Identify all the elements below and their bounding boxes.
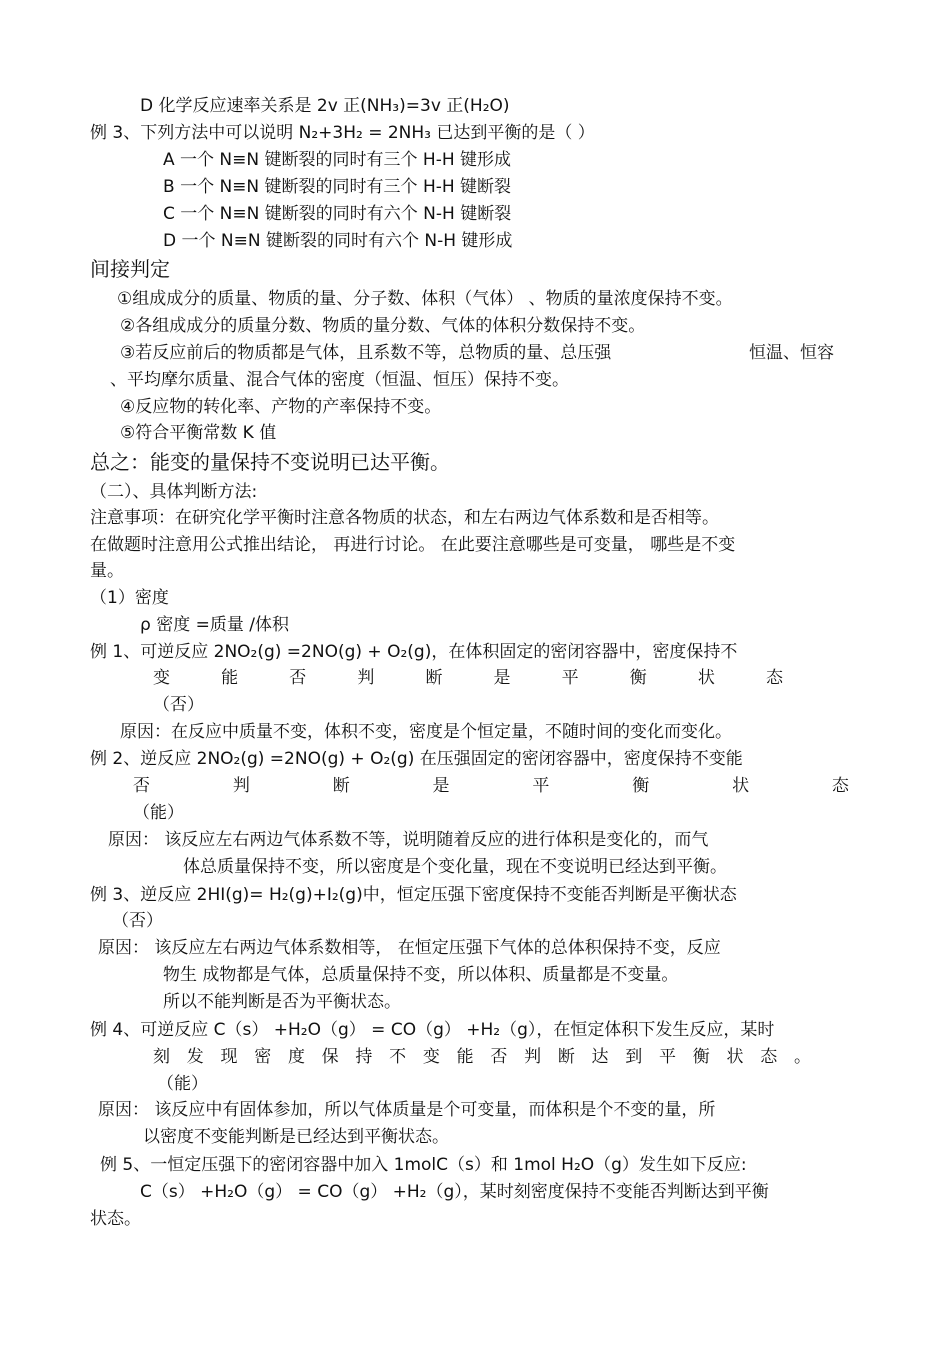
note-line-2-cont: 量。 <box>90 561 124 581</box>
char: 刻 <box>153 1047 170 1067</box>
char: 是 <box>432 776 450 796</box>
example1-question: 例 1、可逆反应 2NO₂(g) =2NO(g) + O₂(g)，在体积固定的密闭容器中，密度保持不 <box>90 642 738 662</box>
example1-question-spread <box>153 667 783 689</box>
char: 密 <box>254 1047 272 1067</box>
char: 保 <box>321 1047 339 1067</box>
char: 平 <box>532 776 550 796</box>
char: 。 <box>793 1047 811 1067</box>
char: 断 <box>425 668 443 688</box>
char: 不 <box>389 1047 407 1067</box>
char: 衡 <box>629 668 647 688</box>
example3b-reason-cont: 物生 成物都是气体，总质量保持不变，所以体积、质量都是不变量。 <box>163 965 679 985</box>
char: 断 <box>332 776 350 796</box>
char: 达 <box>591 1047 609 1067</box>
char: 断 <box>557 1047 575 1067</box>
example5-question: 例 5、一恒定压强下的密闭容器中加入 1molC（s）和 1mol H₂O（g）发生如下反应: <box>100 1155 747 1175</box>
example2-question: 例 2、逆反应 2NO₂(g) =2NO(g) + O₂(g) 在压强固定的密闭容器中，密度保持不变能 <box>90 749 743 769</box>
char: 判 <box>524 1047 542 1067</box>
example5-question-end: 状态。 <box>90 1209 141 1229</box>
example3-question: 例 3、下列方法中可以说明 N₂+3H₂ = 2NH₃ 已达到平衡的是（ ） <box>90 123 595 143</box>
example3-option-c: C 一个 N≡N 键断裂的同时有六个 N-H 键断裂 <box>163 204 512 224</box>
char: 到 <box>625 1047 643 1067</box>
density-formula: ρ 密度 =质量 /体积 <box>140 615 289 635</box>
example4-question-spread <box>153 1046 811 1068</box>
char: 度 <box>287 1047 305 1067</box>
example4-reason: 原因： 该反应中有固体参加，所以气体质量是个可变量，而体积是个不变的量，所 <box>98 1100 716 1120</box>
example3b-reason: 原因： 该反应左右两边气体系数相等， 在恒定压强下气体的总体积保持不变，反应 <box>98 938 721 958</box>
example2-question-spread <box>133 775 849 797</box>
section-heading-methods: （二）、具体判断方法: <box>90 482 258 502</box>
indirect-rule-2: ②各组成成分的质量分数、物质的量分数、气体的体积分数保持不变。 <box>120 316 646 336</box>
example3-option-a: A 一个 N≡N 键断裂的同时有三个 H-H 键形成 <box>163 150 512 170</box>
example3-option-b: B 一个 N≡N 键断裂的同时有三个 H-H 键断裂 <box>163 177 512 197</box>
char: 持 <box>355 1047 373 1067</box>
example1-answer: （否） <box>153 695 204 715</box>
example4-answer: （能） <box>157 1074 208 1094</box>
char: 否 <box>490 1047 508 1067</box>
char: 是 <box>493 668 511 688</box>
char: 能 <box>221 668 239 688</box>
example2-option-d: D 化学反应速率关系是 2v 正(NH₃)=3v 正(H₂O) <box>140 96 510 116</box>
example3b-answer: （否） <box>112 911 163 931</box>
example3b-conclusion: 所以不能判断是否为平衡状态。 <box>163 992 401 1012</box>
char: 衡 <box>632 776 650 796</box>
indirect-rule-4: ④反应物的转化率、产物的产率保持不变。 <box>120 397 442 417</box>
example2-answer: （能） <box>133 803 184 823</box>
char: 判 <box>232 776 250 796</box>
section-heading-indirect: 间接判定 <box>90 257 170 281</box>
char: 衡 <box>692 1047 710 1067</box>
summary-line: 总之：能变的量保持不变说明已达平衡。 <box>90 450 450 474</box>
char: 平 <box>659 1047 677 1067</box>
indirect-rule-3-tail: 恒温、恒容 <box>749 343 834 363</box>
indirect-rule-3-cont: 、平均摩尔质量、混合气体的密度（恒温、恒压）保持不变。 <box>110 370 569 390</box>
char: 现 <box>220 1047 238 1067</box>
subheading-density: （1）密度 <box>90 588 169 608</box>
note-line-2: 在做题时注意用公式推出结论， 再进行讨论。 在此要注意哪些是可变量， 哪些是不变 <box>90 535 736 555</box>
indirect-rule-5: ⑤符合平衡常数 K 值 <box>120 423 277 443</box>
char: 否 <box>133 776 150 796</box>
char: 能 <box>456 1047 474 1067</box>
char: 态 <box>760 1047 778 1067</box>
example1-reason: 原因：在反应中质量不变，体积不变，密度是个恒定量，不随时间的变化而变化。 <box>120 722 732 742</box>
example3-option-d: D 一个 N≡N 键断裂的同时有六个 N-H 键形成 <box>163 231 513 251</box>
char: 变 <box>153 668 170 688</box>
char: 状 <box>697 668 715 688</box>
char: 态 <box>765 668 783 688</box>
char: 发 <box>186 1047 204 1067</box>
example2-reason: 原因： 该反应左右两边气体系数不等，说明随着反应的进行体积是变化的，而气 <box>108 830 709 850</box>
example4-reason-cont: 以密度不变能判断是已经达到平衡状态。 <box>143 1127 449 1147</box>
example5-equation: C（s） +H₂O（g） = CO（g） +H₂（g），某时刻密度保持不变能否判断达到平衡 <box>140 1182 769 1202</box>
char: 否 <box>289 668 307 688</box>
example4-question: 例 4、可逆反应 C（s） +H₂O（g） = CO（g） +H₂（g），在恒定体积下发生反应，某时 <box>90 1020 775 1040</box>
char: 判 <box>357 668 375 688</box>
example2-reason-cont: 体总质量保持不变，所以密度是个变化量，现在不变说明已经达到平衡。 <box>183 857 727 877</box>
char: 态 <box>831 776 849 796</box>
char: 状 <box>732 776 750 796</box>
char: 状 <box>726 1047 744 1067</box>
indirect-rule-3: ③若反应前后的物质都是气体，且系数不等，总物质的量、总压强 <box>120 343 612 363</box>
indirect-rule-1: ①组成成分的质量、物质的量、分子数、体积（气体） 、物质的量浓度保持不变。 <box>117 289 733 309</box>
char: 平 <box>561 668 579 688</box>
example3b-question: 例 3、逆反应 2HI(g)= H₂(g)+I₂(g)中，恒定压强下密度保持不变能否判断是平衡状态 <box>90 885 737 905</box>
char: 变 <box>422 1047 440 1067</box>
note-line-1: 注意事项：在研究化学平衡时注意各物质的状态，和左右两边气体系数和是否相等。 <box>90 508 719 528</box>
